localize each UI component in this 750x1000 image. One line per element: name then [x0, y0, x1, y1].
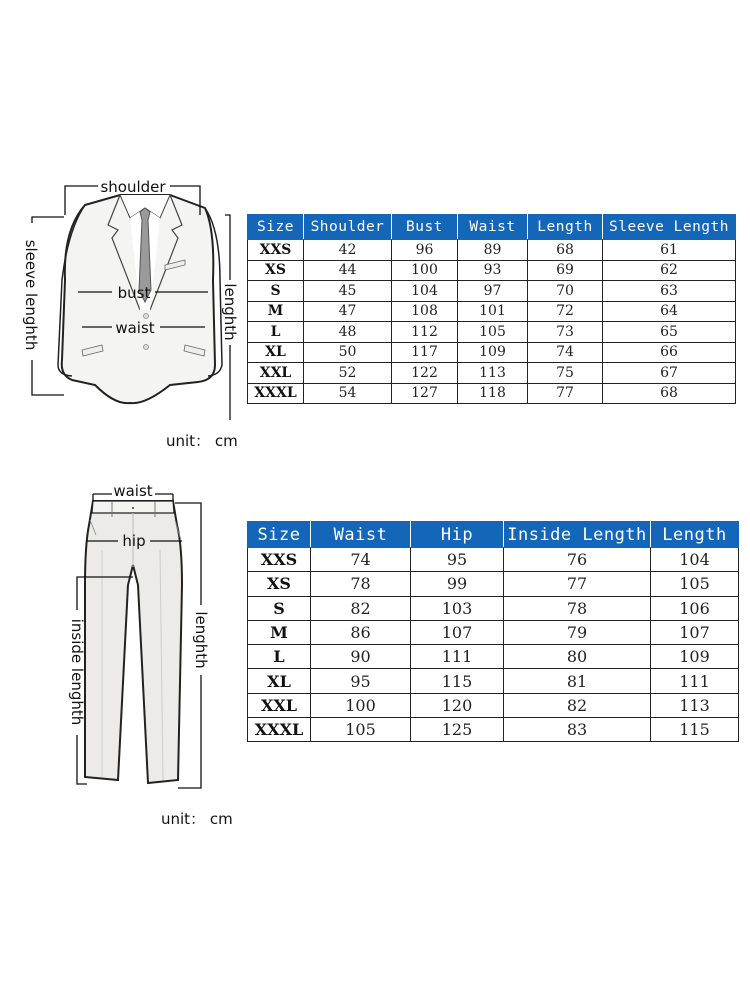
header-waist: Waist — [458, 215, 528, 240]
table-row — [248, 718, 739, 742]
value-cell: 68 — [528, 240, 603, 261]
header-sleeve-length: Sleeve Length — [603, 215, 736, 240]
value-cell: 109 — [651, 645, 739, 669]
value-cell: 104 — [392, 281, 458, 302]
size-cell: L — [248, 322, 304, 343]
value-cell: 112 — [392, 322, 458, 343]
size-cell: M — [248, 620, 311, 644]
size-cell: S — [248, 596, 311, 620]
value-cell: 97 — [458, 281, 528, 302]
size-cell: XXXL — [248, 383, 304, 404]
value-cell: 108 — [392, 301, 458, 322]
value-cell: 82 — [504, 693, 651, 717]
value-cell: 79 — [504, 620, 651, 644]
value-cell: 81 — [504, 669, 651, 693]
value-cell: 54 — [304, 383, 392, 404]
table-row — [248, 383, 736, 404]
value-cell: 118 — [458, 383, 528, 404]
length-label: lenghth — [221, 283, 239, 341]
value-cell: 127 — [392, 383, 458, 404]
value-cell: 107 — [651, 620, 739, 644]
size-cell: XL — [248, 669, 311, 693]
size-cell: XXL — [248, 363, 304, 384]
table-row — [248, 669, 739, 693]
table-row — [248, 548, 739, 572]
value-cell: 109 — [458, 342, 528, 363]
value-cell: 72 — [528, 301, 603, 322]
value-cell: 64 — [603, 301, 736, 322]
table-header-row — [248, 522, 739, 548]
size-cell: XXL — [248, 693, 311, 717]
pants-unit-label: unit： cm — [161, 810, 233, 828]
value-cell: 66 — [603, 342, 736, 363]
pants-waist-label: waist — [113, 482, 153, 500]
value-cell: 113 — [651, 693, 739, 717]
value-cell: 93 — [458, 260, 528, 281]
header-length: Length — [651, 522, 739, 548]
jacket-size-table — [247, 214, 736, 404]
shoulder-label: shoulder — [100, 178, 166, 196]
value-cell: 120 — [411, 693, 504, 717]
table-row — [248, 693, 739, 717]
header-hip: Hip — [411, 522, 504, 548]
pants-size-table — [247, 521, 739, 742]
value-cell: 75 — [528, 363, 603, 384]
inside-length-label: inside lenghth — [68, 618, 86, 726]
size-cell: XL — [248, 342, 304, 363]
size-cell: M — [248, 301, 304, 322]
table-row — [248, 281, 736, 302]
jacket-unit-label: unit： cm — [166, 432, 238, 450]
header-inside-length: Inside Length — [504, 522, 651, 548]
value-cell: 80 — [504, 645, 651, 669]
value-cell: 76 — [504, 548, 651, 572]
value-cell: 105 — [458, 322, 528, 343]
sleeve-length-label: sleeve lenghth — [22, 239, 40, 351]
table-row — [248, 240, 736, 261]
value-cell: 115 — [651, 718, 739, 742]
value-cell: 95 — [311, 669, 411, 693]
table-row — [248, 596, 739, 620]
value-cell: 117 — [392, 342, 458, 363]
value-cell: 63 — [603, 281, 736, 302]
table-header-row — [248, 215, 736, 240]
bust-label: bust — [117, 284, 151, 302]
value-cell: 82 — [311, 596, 411, 620]
value-cell: 61 — [603, 240, 736, 261]
pants-illustration — [60, 475, 240, 795]
header-shoulder: Shoulder — [304, 215, 392, 240]
size-cell: XS — [248, 260, 304, 281]
value-cell: 62 — [603, 260, 736, 281]
value-cell: 101 — [458, 301, 528, 322]
table-row — [248, 342, 736, 363]
header-bust: Bust — [392, 215, 458, 240]
size-cell: XXS — [248, 240, 304, 261]
table-row — [248, 260, 736, 281]
value-cell: 50 — [304, 342, 392, 363]
value-cell: 90 — [311, 645, 411, 669]
value-cell: 52 — [304, 363, 392, 384]
header-length: Length — [528, 215, 603, 240]
value-cell: 68 — [603, 383, 736, 404]
table-row — [248, 620, 739, 644]
value-cell: 45 — [304, 281, 392, 302]
value-cell: 69 — [528, 260, 603, 281]
value-cell: 96 — [392, 240, 458, 261]
value-cell: 99 — [411, 572, 504, 596]
value-cell: 115 — [411, 669, 504, 693]
pants-length-label: lenghth — [192, 611, 210, 669]
value-cell: 77 — [528, 383, 603, 404]
value-cell: 113 — [458, 363, 528, 384]
value-cell: 111 — [651, 669, 739, 693]
size-cell: XXXL — [248, 718, 311, 742]
table-row — [248, 645, 739, 669]
value-cell: 107 — [411, 620, 504, 644]
value-cell: 78 — [311, 572, 411, 596]
value-cell: 100 — [311, 693, 411, 717]
size-cell: XXS — [248, 548, 311, 572]
value-cell: 105 — [651, 572, 739, 596]
value-cell: 42 — [304, 240, 392, 261]
header-waist: Waist — [311, 522, 411, 548]
pants-drawing — [60, 475, 240, 795]
size-cell: S — [248, 281, 304, 302]
value-cell: 104 — [651, 548, 739, 572]
value-cell: 125 — [411, 718, 504, 742]
size-cell: L — [248, 645, 311, 669]
size-cell: XS — [248, 572, 311, 596]
value-cell: 105 — [311, 718, 411, 742]
value-cell: 95 — [411, 548, 504, 572]
value-cell: 67 — [603, 363, 736, 384]
value-cell: 44 — [304, 260, 392, 281]
value-cell: 48 — [304, 322, 392, 343]
value-cell: 100 — [392, 260, 458, 281]
value-cell: 74 — [528, 342, 603, 363]
table-row — [248, 322, 736, 343]
value-cell: 70 — [528, 281, 603, 302]
value-cell: 77 — [504, 572, 651, 596]
value-cell: 83 — [504, 718, 651, 742]
header-size: Size — [248, 522, 311, 548]
value-cell: 74 — [311, 548, 411, 572]
table-row — [248, 301, 736, 322]
hip-label: hip — [122, 532, 146, 550]
value-cell: 86 — [311, 620, 411, 644]
value-cell: 106 — [651, 596, 739, 620]
value-cell: 73 — [528, 322, 603, 343]
value-cell: 78 — [504, 596, 651, 620]
value-cell: 122 — [392, 363, 458, 384]
jacket-illustration — [20, 170, 250, 420]
value-cell: 103 — [411, 596, 504, 620]
jacket-drawing — [20, 170, 250, 420]
value-cell: 47 — [304, 301, 392, 322]
table-row — [248, 572, 739, 596]
value-cell: 111 — [411, 645, 504, 669]
table-row — [248, 363, 736, 384]
value-cell: 89 — [458, 240, 528, 261]
waist-label: waist — [115, 319, 155, 337]
value-cell: 65 — [603, 322, 736, 343]
header-size: Size — [248, 215, 304, 240]
